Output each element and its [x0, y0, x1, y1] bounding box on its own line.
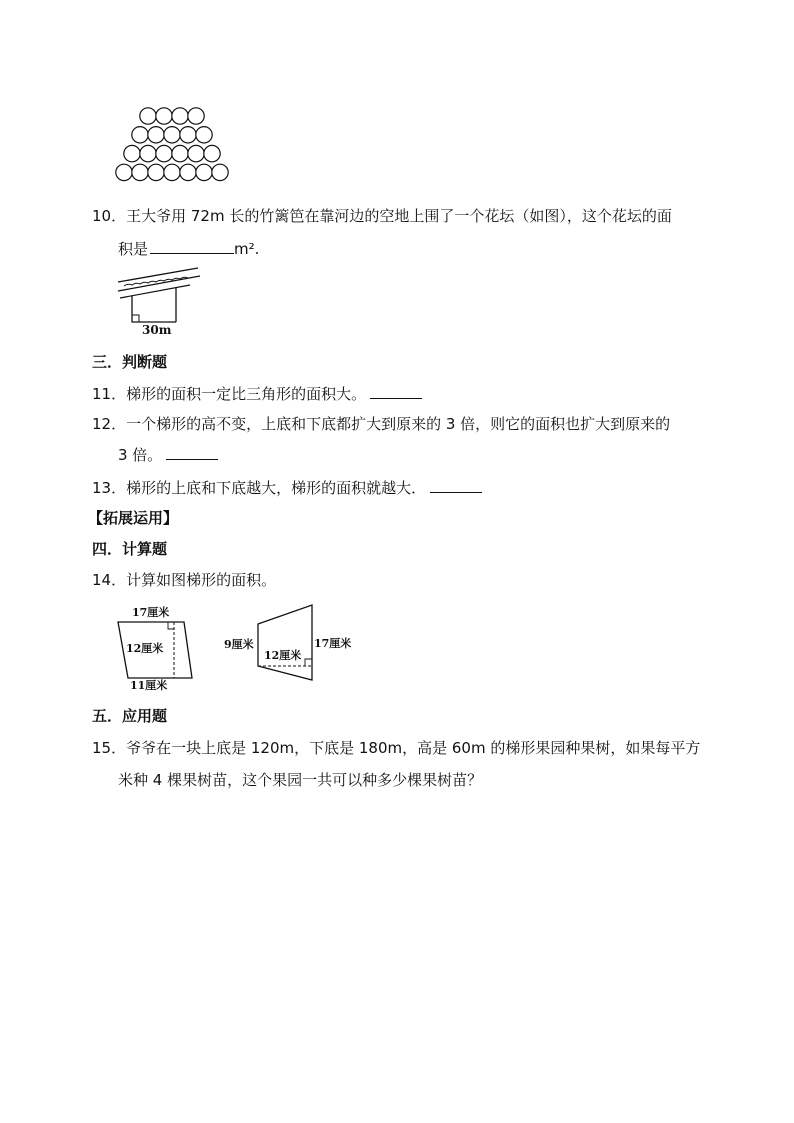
section3-title: 三．判断题: [92, 353, 168, 371]
pyramid-circle: [116, 164, 132, 180]
pyramid-circle: [172, 145, 188, 161]
pyramid-circle: [140, 145, 156, 161]
pyramid-circle: [180, 127, 196, 143]
pyramid-circle: [132, 164, 148, 180]
q13-answer-blank[interactable]: [430, 478, 482, 493]
fig2-height-label: 12厘米: [264, 649, 302, 662]
section5-title: 五．应用题: [92, 707, 168, 725]
q13-text: 13．梯形的上底和下底越大，梯形的面积就越大．: [92, 479, 427, 497]
pyramid-circle: [204, 145, 220, 161]
fig1-top-label: 17厘米: [132, 606, 170, 619]
q10-line2-suffix: m².: [234, 240, 260, 258]
pyramid-circle: [148, 127, 164, 143]
q11-text: 11．梯形的面积一定比三角形的面积大。: [92, 385, 367, 403]
q10-line2: [118, 239, 259, 259]
fig2-left-label: 9厘米: [224, 638, 254, 651]
q13-line: [92, 478, 482, 498]
pyramid-circle: [196, 164, 212, 180]
q12-line2: [118, 445, 218, 465]
fig1-height-label: 12厘米: [126, 642, 164, 655]
trapezoid-figure-2: [222, 602, 358, 684]
pyramid-circle: [212, 164, 228, 180]
fig2-right-label: 17厘米: [314, 637, 352, 650]
flower-bed-figure: [110, 264, 210, 336]
pyramid-circle: [140, 108, 156, 124]
pyramid-circle: [148, 164, 164, 180]
flower-bed-base-label: 30m: [142, 323, 172, 336]
pyramid-circle: [188, 108, 204, 124]
q15-line1: 15．爷爷在一块上底是 120m，下底是 180m，高是 60m 的梯形果园种果树，如果每平方: [92, 739, 701, 757]
q12-line2-text: 3 倍。: [118, 446, 163, 464]
section4-title: 四．计算题: [92, 540, 168, 558]
q11-answer-blank[interactable]: [370, 384, 422, 399]
q11-line: [92, 384, 422, 404]
pyramid-circle: [188, 145, 204, 161]
pyramid-circle: [156, 145, 172, 161]
pyramid-circle: [164, 127, 180, 143]
trapezoid-figure-1: [112, 602, 204, 692]
q12-line1: 12．一个梯形的高不变，上底和下底都扩大到原来的 3 倍，则它的面积也扩大到原来的: [92, 415, 671, 433]
q14-text: 14．计算如图梯形的面积。: [92, 571, 277, 589]
pyramid-circle: [172, 108, 188, 124]
pyramid-circle: [156, 108, 172, 124]
q15-line2: 米种 4 棵果树苗，这个果园一共可以种多少棵果树苗？: [118, 771, 483, 789]
extension-title: 【拓展运用】: [88, 509, 179, 527]
pyramid-circle: [132, 127, 148, 143]
q10-line1: 10．王大爷用 72m 长的竹篱笆在靠河边的空地上围了一个花坛（如图），这个花坛的面: [92, 207, 672, 225]
pyramid-circle: [180, 164, 196, 180]
q10-answer-blank[interactable]: [150, 239, 234, 254]
q10-line2-prefix: 积是: [118, 240, 149, 258]
pyramid-circle: [124, 145, 140, 161]
q12-answer-blank[interactable]: [166, 445, 218, 460]
pyramid-circle: [164, 164, 180, 180]
circle-pyramid-figure: [112, 104, 232, 188]
fig1-bottom-label: 11厘米: [130, 679, 168, 692]
pyramid-circle: [196, 127, 212, 143]
